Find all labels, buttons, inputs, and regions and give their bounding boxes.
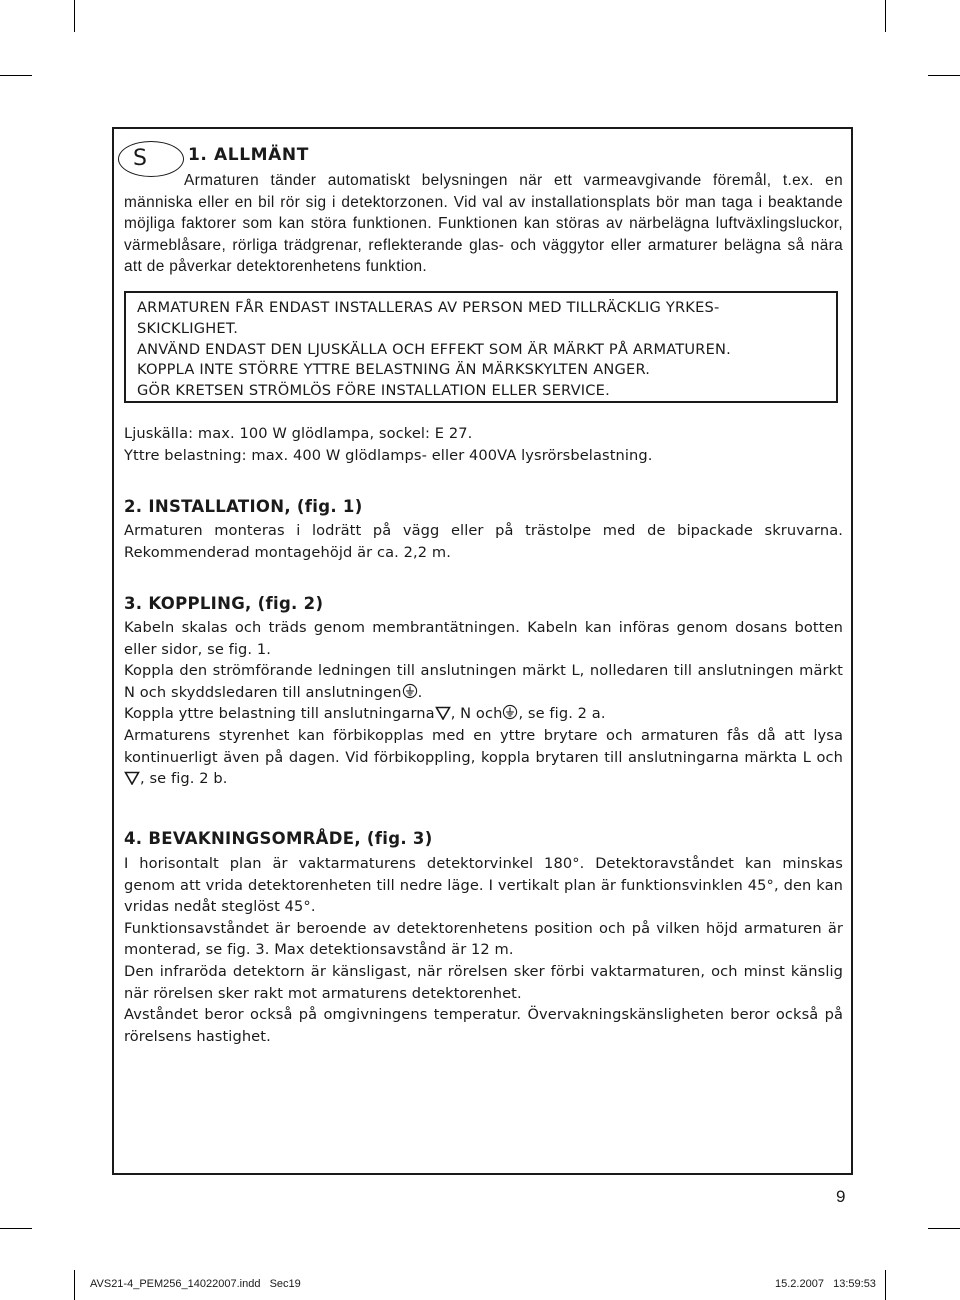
crop-mark (74, 0, 75, 32)
language-badge: S (118, 141, 184, 177)
section-1-paragraph: Armaturen tänder automatiskt belysningen när ett varmeavgivande föremål, t.ex. en människa eller en bil rör sig i detektorzonen. Vid val av installationsplats bör man taga i beaktande möjliga faktorer som kan störa funktionen. Funktionen kan störas av närbelägna luftväxlingsluckor, värmeblåsare, rörliga trädgrenar, reflekterande glas- och väggytor eller armaturer belägna så nära att de påverkar detektorenhetens funktion. (124, 172, 843, 276)
section-4 (124, 829, 843, 1047)
crop-mark (885, 0, 886, 32)
footer-file-info: AVS21-4_PEM256_14022007.indd Sec19 (90, 1278, 301, 1290)
footer-timestamp: 15.2.2007 13:59:53 (775, 1278, 876, 1290)
warning-line: KOPPLA INTE STÖRRE YTTRE BELASTNING ÄN MÄRKSKYLTEN ANGER. (137, 361, 651, 379)
section-4-paragraph: Den infraröda detektorn är känsligast, när rörelsen sker förbi vaktarmaturen, och minst känslig när rörelsen sker rakt mot armaturens detektorenhet. (124, 962, 843, 1002)
text-span: , se fig. 2 b. (140, 770, 228, 788)
text-span: Armaturens styrenhet kan förbikopplas med en yttre brytare och armaturen fås då att lysa kontinuerligt även på dagen. Vid förbikoppling, koppla brytaren till anslutningarna märkta L och (124, 726, 843, 766)
text-span: Koppla yttre belastning till anslutningarna (124, 705, 435, 723)
text-span: , N och (450, 705, 503, 723)
warning-line: SKICKLIGHET. (137, 319, 239, 337)
section-4-paragraph: Avståndet beror också på omgivningens temperatur. Övervakningskänsligheten beror också på rörelsens hastighet. (124, 1006, 843, 1045)
section-2-paragraph: Armaturen monteras i lodrätt på vägg eller på trästolpe med de bipackade skruvarna. Rekommenderad montagehöjd är ca. 2,2 m. (124, 522, 843, 561)
external-load-spec: Yttre belastning: max. 400 W glödlamps- eller 400VA lysrörsbelastning. (124, 446, 653, 464)
crop-mark (885, 1270, 886, 1300)
text-span: . (417, 683, 423, 701)
text-span: Koppla den strömförande ledningen till anslutningen märkt L, nolledaren till anslutningen märkt N och skyddsledaren till anslutningen (124, 662, 843, 701)
content-frame (112, 127, 853, 1175)
specs-block (124, 423, 843, 466)
section-3-paragraph (124, 725, 843, 790)
crop-mark (74, 1270, 75, 1300)
ground-symbol-icon (402, 683, 418, 699)
safety-warning-box (124, 291, 838, 403)
load-triangle-icon (435, 706, 451, 720)
crop-mark (928, 1228, 960, 1229)
page-number: 9 (836, 1187, 846, 1206)
section-4-heading: 4. BEVAKNINGSOMRÅDE, (fig. 3) (124, 829, 433, 848)
warning-line: GÖR KRETSEN STRÖMLÖS FÖRE INSTALLATION ELLER SERVICE. (137, 382, 610, 400)
crop-mark (0, 75, 32, 76)
light-source-spec: Ljuskälla: max. 100 W glödlampa, sockel: E 27. (124, 425, 473, 442)
warning-line: ANVÄND ENDAST DEN LJUSKÄLLA OCH EFFEKT SOM ÄR MÄRKT PÅ ARMATUREN. (137, 340, 732, 358)
section-3-paragraph (124, 660, 843, 703)
section-3-paragraph: Kabeln skalas och träds genom membrantätningen. Kabeln kan införas genom dosans botten eller sidor, se fig. 1. (124, 619, 843, 658)
section-3-heading: 3. KOPPLING, (fig. 2) (124, 594, 324, 613)
section-1-body (124, 170, 843, 278)
crop-mark (928, 75, 960, 76)
text-span: , se fig. 2 a. (518, 705, 606, 723)
crop-mark (0, 1228, 32, 1229)
ground-symbol-icon (502, 704, 518, 720)
load-triangle-icon (124, 771, 140, 785)
section-3 (124, 594, 843, 790)
section-2 (124, 497, 843, 563)
warning-line: ARMATUREN FÅR ENDAST INSTALLERAS AV PERSON MED TILLRÄCKLIG YRKES- (137, 299, 720, 316)
section-4-paragraph: I horisontalt plan är vaktarmaturens detektorvinkel 180°. Detektoravståndet kan minskas genom att vrida detektorenheten till nedre läge. I vertikalt plan är funktionsvinklen 45°, den kan vridas nedåt steglöst 45°. (124, 855, 843, 916)
section-2-heading: 2. INSTALLATION, (fig. 1) (124, 497, 363, 516)
section-4-paragraph: Funktionsavståndet är beroende av detektorenhetens position och på vilken höjd armaturen är monterad, se fig. 3. Max detektionsavstånd är 12 m. (124, 919, 843, 959)
section-1-heading: 1. ALLMÄNT (188, 145, 309, 165)
section-3-paragraph (124, 703, 843, 725)
